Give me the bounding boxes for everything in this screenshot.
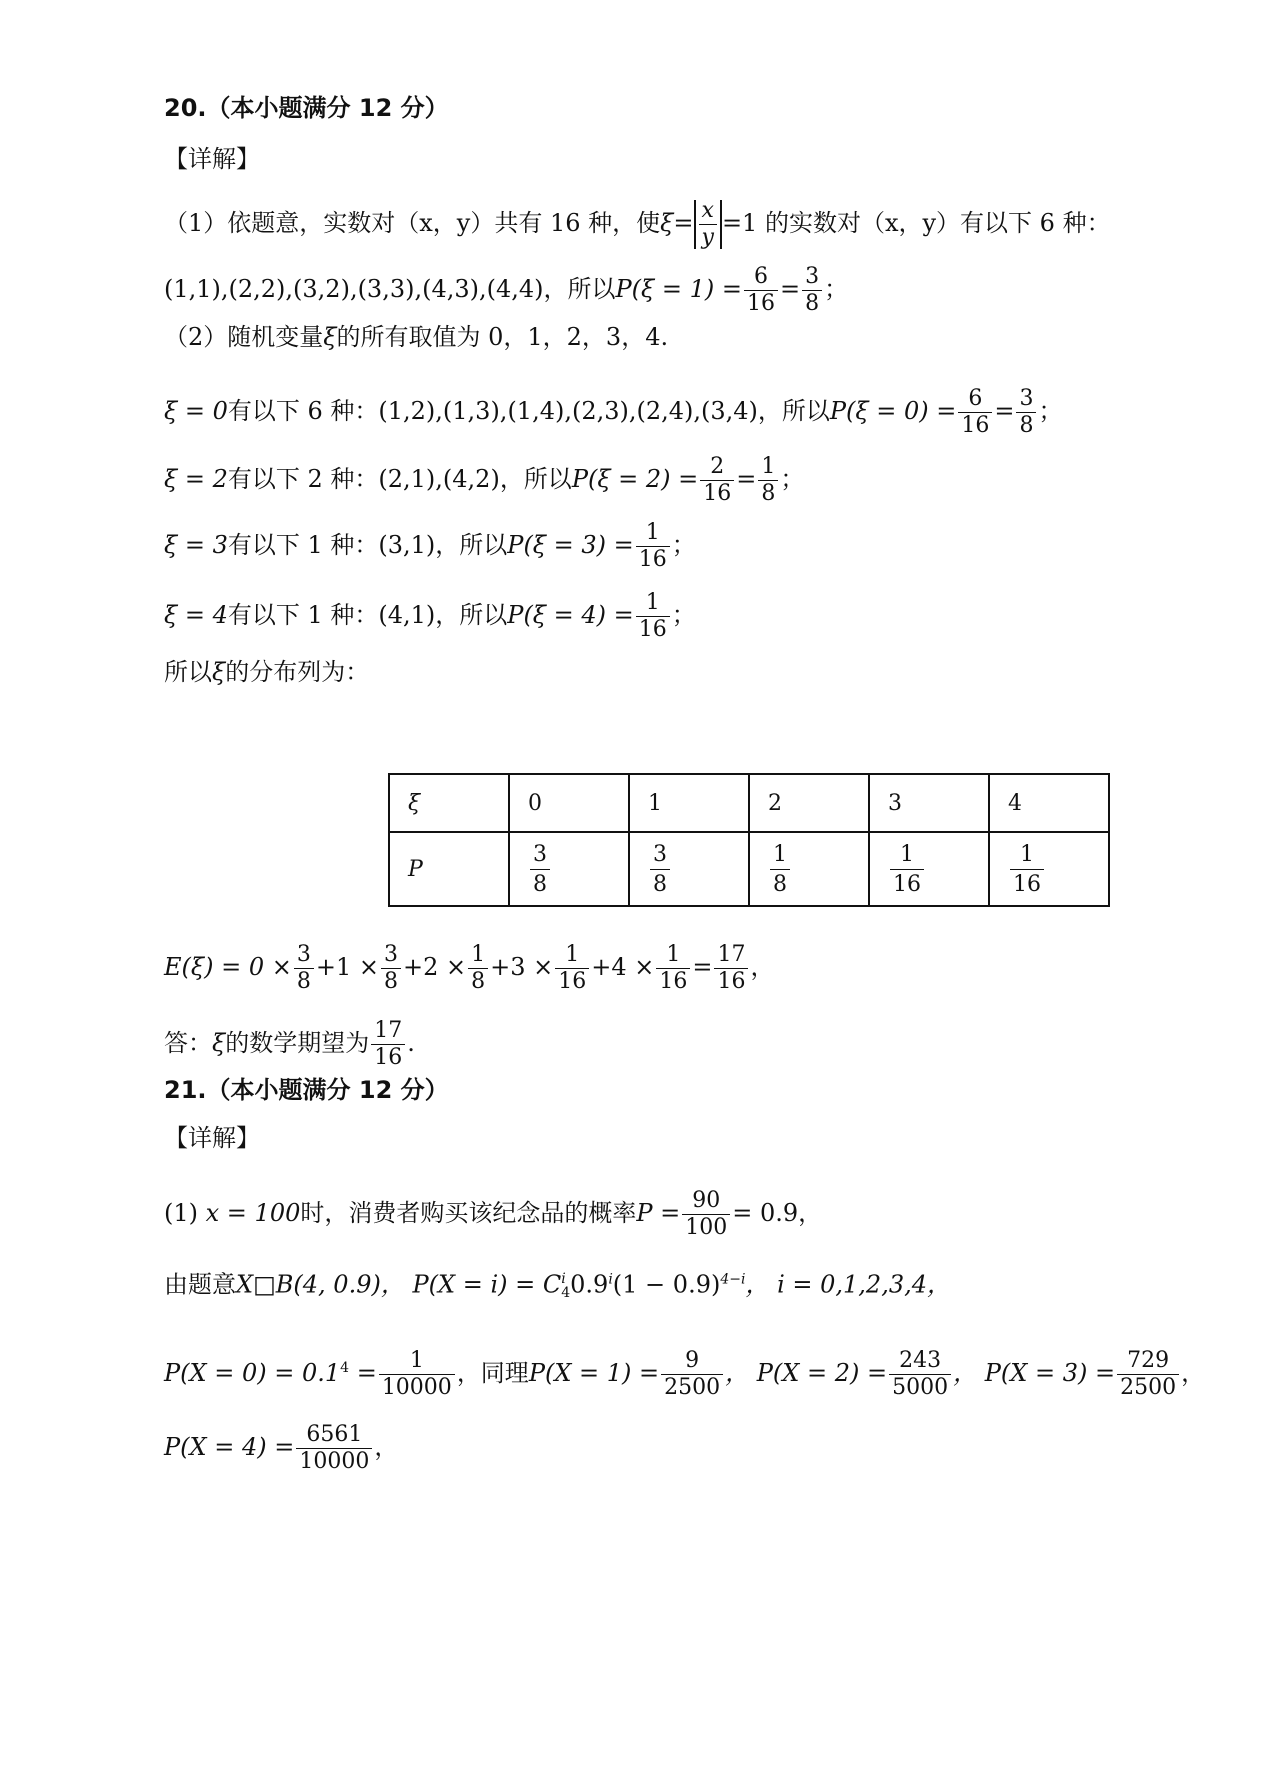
semicolon: ； [671, 531, 696, 559]
semicolon: ； [671, 601, 696, 629]
equals-sign: = [692, 953, 713, 981]
dist-intro-pre: 所以 [164, 658, 212, 686]
semicolon: ； [824, 275, 849, 303]
table-cell [869, 832, 989, 906]
sub-4: 4 [561, 1285, 571, 1301]
equals-sign: = [994, 397, 1015, 425]
q20-expectation-line [164, 944, 774, 993]
frac-den: 8 [1019, 413, 1034, 438]
frac-den: 8 [533, 871, 547, 897]
frac-den: 16 [374, 1045, 403, 1070]
dist-intro-post: 的分布列为： [225, 658, 370, 686]
fraction [1016, 388, 1036, 437]
fraction [890, 842, 924, 897]
fraction [770, 842, 790, 897]
floor-bracket [694, 200, 722, 249]
frac-num: 729 [1117, 1350, 1179, 1375]
prob-lhs: P(ξ = 4) = [507, 601, 634, 629]
comma: ， [750, 953, 775, 981]
xi-symbol: ξ [660, 209, 674, 237]
comma: ， [1181, 1359, 1206, 1387]
xi-symbol: ξ [212, 658, 226, 686]
frac-num: 1 [656, 944, 690, 969]
fraction [714, 944, 748, 993]
table-cell: 4 [989, 774, 1109, 832]
line1-mid: 时，消费者购买该纪念品的概率 [300, 1199, 637, 1227]
frac-num: 3 [294, 944, 314, 969]
fraction [802, 266, 822, 315]
semicolon: ； [1038, 397, 1063, 425]
table-cell [989, 832, 1109, 906]
frac-num: 90 [682, 1190, 730, 1215]
q20-detail-label: 【详解】 [164, 145, 260, 173]
var-x: X [236, 1270, 254, 1299]
q20-part2-line [164, 325, 668, 349]
frac-den: 10000 [381, 1375, 452, 1400]
frac-den: 16 [893, 871, 921, 897]
sup-4-minus-i: 4−i [720, 1271, 746, 1288]
fraction [296, 1424, 372, 1473]
case-mid: 有以下 1 种： [227, 601, 379, 629]
fraction [379, 1350, 455, 1399]
table-cell: 2 [749, 774, 869, 832]
x-value: x = 100 [205, 1199, 301, 1227]
answer-post: 的数学期望为 [225, 1029, 370, 1057]
line2-end: ， i = 0,1,2,3,4， [745, 1270, 951, 1299]
frac-den: 8 [653, 871, 667, 897]
frac-num: 1 [468, 944, 488, 969]
frac-num: 1 [1010, 842, 1044, 870]
equals-sign: = [736, 465, 757, 493]
answer-pre: 答： [164, 1029, 212, 1057]
frac-num: 1 [770, 842, 790, 870]
exp-lhs: E(ξ) = 0 × [164, 953, 292, 981]
q21-line2 [164, 1272, 951, 1300]
fraction [656, 944, 690, 993]
table-cell: ξ [389, 774, 509, 832]
frac-den: 16 [638, 617, 667, 642]
q20-part1-line [164, 200, 1111, 249]
fraction [555, 944, 589, 993]
table-cell: P [389, 832, 509, 906]
frac-num: 1 [758, 456, 778, 481]
case-lhs: ξ = 0 [164, 397, 228, 425]
times-term: +3 × [490, 953, 554, 981]
q20-p1-pre: （1）依题意，实数对（x，y）共有 16 种，使 [164, 209, 661, 237]
binomial-text: B(4, 0.9)， [275, 1270, 405, 1299]
tongli-text: ，同理 [456, 1359, 529, 1387]
frac-den: 2500 [664, 1375, 721, 1400]
table-cell [749, 832, 869, 906]
q21-line4 [164, 1424, 398, 1473]
q20-answer-line [164, 1020, 415, 1069]
fraction [530, 842, 550, 897]
so-text: ，所以 [757, 397, 830, 425]
part-label: (1) [164, 1199, 198, 1227]
sup-i: i [561, 1271, 566, 1287]
so-text: ，所以 [499, 465, 572, 493]
case-mid: 有以下 1 种： [227, 531, 379, 559]
pairs-list: (4,1) [378, 601, 436, 629]
fraction [1010, 842, 1044, 897]
px3-lhs: ， P(X = 3) = [953, 1359, 1116, 1387]
frac-num: 3 [530, 842, 550, 870]
frac-num: 1 [379, 1350, 455, 1375]
frac-den: 100 [685, 1215, 728, 1240]
frac-num: 3 [381, 944, 401, 969]
equals-sign: = [349, 1359, 377, 1387]
frac-num: 6 [958, 388, 992, 413]
frac-den: 16 [638, 547, 667, 572]
prob-lhs: P(ξ = 3) = [507, 531, 634, 559]
fraction [636, 522, 670, 571]
xi-symbol: ξ [323, 323, 337, 351]
times-term: +4 × [591, 953, 655, 981]
fraction [682, 1190, 730, 1239]
pairs-list: (1,1),(2,2),(3,2),(3,3),(4,3),(4,4) [164, 275, 544, 303]
fraction [1117, 1350, 1179, 1399]
fraction [468, 944, 488, 993]
frac-den: 8 [773, 871, 787, 897]
frac-num: 3 [1016, 388, 1036, 413]
frac-num: 1 [636, 522, 670, 547]
fraction [294, 944, 314, 993]
table-cell: 3 [869, 774, 989, 832]
fraction [381, 944, 401, 993]
frac-num: 3 [802, 266, 822, 291]
px2-lhs: ， P(X = 2) = [725, 1359, 888, 1387]
frac-num: 1 [636, 592, 670, 617]
distribution-table [388, 773, 1110, 907]
case-mid: 有以下 6 种： [227, 397, 379, 425]
base-09: 0.9 [570, 1270, 609, 1299]
frac-den: 16 [703, 481, 732, 506]
px0-lhs: P(X = 0) = 0.1 [164, 1359, 341, 1387]
fraction [744, 266, 778, 315]
q21-line3 [164, 1350, 1205, 1399]
frac-den: 8 [761, 481, 776, 506]
frac-num: x [699, 200, 717, 225]
fraction [958, 388, 992, 437]
pmf-lhs: P(X = i) = C [412, 1270, 562, 1299]
frac-num: 6561 [296, 1424, 372, 1449]
frac-den: 16 [961, 413, 990, 438]
fraction [636, 592, 670, 641]
frac-num: 1 [890, 842, 924, 870]
frac-den: 8 [805, 291, 820, 316]
comb-scripts [561, 1272, 570, 1300]
equals-sign: = [779, 275, 801, 303]
period: . [407, 1029, 415, 1057]
case-mid: 有以下 2 种： [227, 465, 379, 493]
fraction [650, 842, 670, 897]
q21-heading: 21.（本小题满分 12 分） [164, 1076, 449, 1104]
frac-num: 1 [555, 944, 589, 969]
pairs-list: (3,1) [378, 531, 436, 559]
frac-den: 2500 [1120, 1375, 1177, 1400]
frac-den: 8 [471, 969, 486, 994]
frac-den: 16 [558, 969, 587, 994]
fraction [758, 456, 778, 505]
sup-i: i [608, 1271, 613, 1288]
frac-den: 16 [717, 969, 746, 994]
frac-num: 17 [371, 1020, 405, 1045]
case-lhs: ξ = 4 [164, 601, 228, 629]
times-term: +1 × [315, 953, 379, 981]
fraction [661, 1350, 723, 1399]
q20-pairs1-line [164, 266, 848, 315]
missing-glyph: □ [253, 1270, 276, 1299]
frac-den: 8 [383, 969, 398, 994]
xi-symbol: ξ [212, 1029, 226, 1057]
frac-den: 8 [296, 969, 311, 994]
complement: (1 − 0.9) [612, 1270, 721, 1299]
case-lhs: ξ = 2 [164, 465, 228, 493]
times-term: +2 × [402, 953, 467, 981]
fraction [700, 456, 734, 505]
frac-den: 10000 [299, 1449, 370, 1474]
frac-den: 16 [746, 291, 775, 316]
x-over-y-fraction [699, 200, 717, 249]
frac-num: 2 [700, 456, 734, 481]
table-cell: 0 [509, 774, 629, 832]
px1-lhs: P(X = 1) = [528, 1359, 660, 1387]
prob-lhs: P(ξ = 2) = [571, 465, 699, 493]
frac-num: 243 [889, 1350, 951, 1375]
fraction [371, 1020, 405, 1069]
sup-4: 4 [340, 1360, 350, 1376]
case-lhs: ξ = 3 [164, 531, 228, 559]
frac-den: 5000 [892, 1375, 949, 1400]
comma: ， [374, 1433, 399, 1461]
frac-num: 9 [661, 1350, 723, 1375]
px4-lhs: P(X = 4) = [164, 1433, 295, 1461]
table-cell [509, 832, 629, 906]
q21-detail-label: 【详解】 [164, 1124, 260, 1152]
pairs-list: (1,2),(1,3),(1,4),(2,3),(2,4),(3,4) [378, 397, 758, 425]
part2-post: 的所有取值为 0，1，2，3，4. [336, 323, 669, 351]
frac-den: y [701, 225, 714, 250]
line2-pre: 由题意 [164, 1270, 236, 1299]
table-cell: 1 [629, 774, 749, 832]
frac-den: 16 [659, 969, 688, 994]
pairs-list: (2,1),(4,2) [378, 465, 500, 493]
frac-num: 6 [744, 266, 778, 291]
table-cell [629, 832, 749, 906]
so-text: ，所以 [543, 275, 616, 303]
fraction [889, 1350, 951, 1399]
frac-num: 3 [650, 842, 670, 870]
q20-p1-post: =1 的实数对（x，y）有以下 6 种： [721, 209, 1111, 237]
so-text: ，所以 [435, 531, 508, 559]
q20-dist-intro [164, 660, 369, 684]
q20-case2-line [164, 456, 804, 505]
prob-lhs: P(ξ = 1) = [615, 275, 742, 303]
frac-num: 17 [714, 944, 748, 969]
q20-case3-line [164, 522, 696, 571]
q20-case4-line [164, 592, 696, 641]
q20-case0-line [164, 388, 1062, 437]
frac-den: 16 [1013, 871, 1041, 897]
prob-lhs: P(ξ = 0) = [829, 397, 957, 425]
table-row [389, 832, 1109, 906]
q20-heading: 20.（本小题满分 12 分） [164, 94, 449, 122]
q21-line1 [164, 1190, 822, 1239]
line1-post: = 0.9， [732, 1199, 823, 1227]
semicolon: ； [780, 465, 805, 493]
equals-sign: = [673, 209, 694, 237]
part2-pre: （2）随机变量 [164, 323, 324, 351]
prob-symbol: P = [636, 1199, 681, 1227]
so-text: ，所以 [435, 601, 508, 629]
table-row [389, 774, 1109, 832]
